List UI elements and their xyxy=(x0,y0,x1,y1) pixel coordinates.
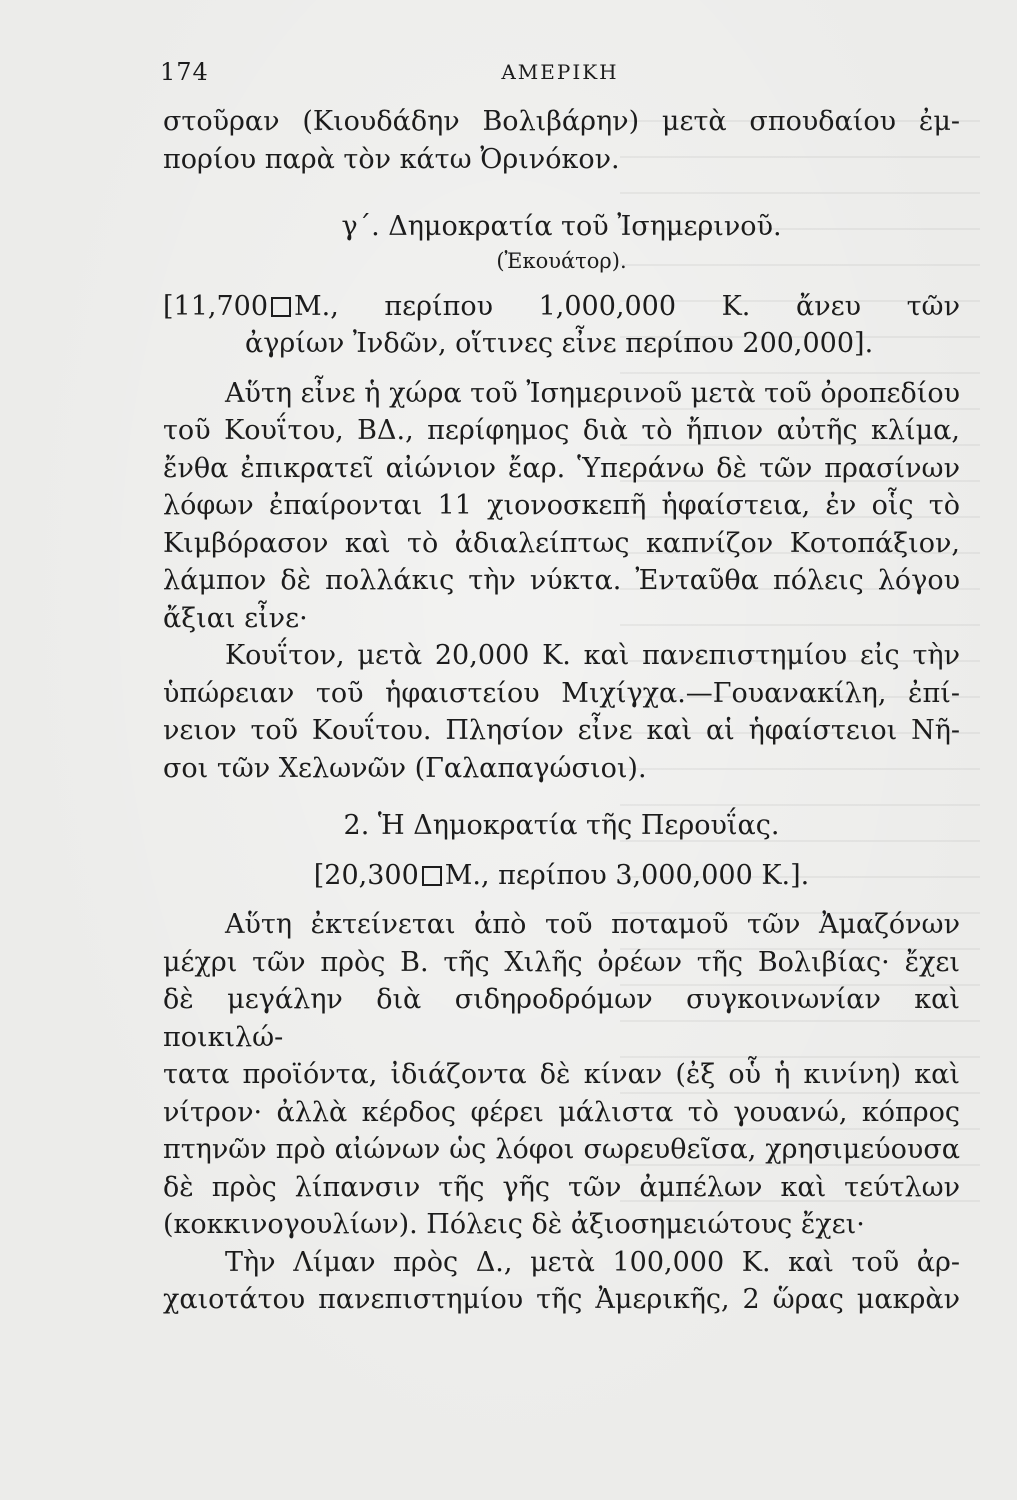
text-line: λόφων ἐπαίρονται 11 χιονοσκεπῆ ἡφαίστεια, ἐν οἷς τὸ xyxy=(163,490,960,521)
stats-line xyxy=(163,288,960,326)
text-line: δὲ μεγάλην διὰ σιδηροδρόμων συγκοινωνίαν καὶ ποικιλώ- xyxy=(163,984,960,1053)
stats-population: Μ., περίπου 1,000,000 Κ. ἄνευ τῶν xyxy=(294,290,960,322)
text-line: τατα προϊόντα, ἰδιάζοντα δὲ κίναν (ἐξ οὗ ἡ κινίνη) καὶ xyxy=(163,1059,960,1090)
stats-line: ἀγρίων Ἰνδῶν, οἵτινες εἶνε περίπου 200,000]. xyxy=(245,328,874,359)
paragraph-ecuador-description xyxy=(163,375,960,638)
page-number: 174 xyxy=(160,58,209,86)
continuation-paragraph xyxy=(163,103,960,178)
stats-area: [20,300 xyxy=(313,859,419,891)
text-line: λάμπον δὲ πολλάκις τὴν νύκτα. Ἐνταῦθα πόλεις λόγου xyxy=(163,565,960,596)
stats-area: [11,700 xyxy=(163,290,269,322)
text-line: στοῦραν (Κιουδάδην Βολιβάρην) μετὰ σπουδαίου ἐμ- xyxy=(163,106,960,137)
text-line: πορίου παρὰ τὸν κάτω Ὀρινόκον. xyxy=(163,143,620,175)
text-line: (κοκκινογουλίων). Πόλεις δὲ ἀξιοσημειώτους ἔχει· xyxy=(163,1209,865,1240)
text-line: χαιοτάτου πανεπιστημίου τῆς Ἀμερικῆς, 2 ὥρας μακρὰν xyxy=(163,1284,960,1315)
paragraph-ecuador-cities xyxy=(163,637,960,787)
text-line: δὲ πρὸς λίπανσιν τῆς γῆς τῶν ἀμπέλων καὶ τεύτλων xyxy=(163,1171,960,1203)
text-line: νίτρον· ἀλλὰ κέρδος φέρει μάλιστα τὸ γουανώ, κόπρος xyxy=(163,1096,960,1128)
running-head: ΑΜΕΡΙΚΗ xyxy=(501,60,619,84)
text-line: πτηνῶν πρὸ αἰώνων ὡς λόφοι σωρευθεῖσα, χρησιμεύουσα xyxy=(163,1134,960,1165)
text-line: ὑπώρειαν τοῦ ἡφαιστείου Μιχίγχα.—Γουανακίλη, ἐπί- xyxy=(163,677,960,709)
text-line: Κουΐτον, μετὰ 20,000 Κ. καὶ πανεπιστημίου εἰς τὴν xyxy=(225,640,960,671)
square-miles-symbol xyxy=(422,866,442,886)
text-line: μέχρι τῶν πρὸς Β. τῆς Χιλῆς ὀρέων τῆς Βολιβίας· ἔχει xyxy=(163,946,960,978)
body-text xyxy=(163,103,960,1319)
text-line: Αὕτη εἶνε ἡ χώρα τοῦ Ἰσημερινοῦ μετὰ τοῦ ὀροπεδίου xyxy=(225,377,960,409)
text-line: σοι τῶν Χελωνῶν (Γαλαπαγώσιοι). xyxy=(163,752,647,784)
text-line: ἄξιαι εἶνε· xyxy=(163,602,308,634)
section-heading-peru: 2. Ἡ Δημοκρατία τῆς Περουΐας. xyxy=(343,810,780,841)
square-miles-symbol xyxy=(271,297,291,317)
text-line: Αὕτη ἐκτείνεται ἀπὸ τοῦ ποταμοῦ τῶν Ἀμαζόνων xyxy=(225,909,960,940)
text-line: Τὴν Λίμαν πρὸς Δ., μετὰ 100,000 Κ. καὶ τοῦ ἀρ- xyxy=(225,1246,960,1278)
text-line: ἔνθα ἐπικρατεῖ αἰώνιον ἔαρ. Ὑπεράνω δὲ τῶν πρασίνων xyxy=(163,452,960,484)
stats-population: Μ., περίπου 3,000,000 Κ.]. xyxy=(444,859,810,891)
section-subheading-ecuador: (Ἐκουάτορ). xyxy=(496,248,627,273)
text-line: τοῦ Κουΐτου, ΒΔ., περίφημος διὰ τὸ ἤπιον αὐτῆς κλίμα, xyxy=(163,415,960,446)
stats-peru xyxy=(163,857,960,895)
page-header xyxy=(160,58,960,98)
section-heading-ecuador: γ΄. Δημοκρατία τοῦ Ἰσημερινοῦ. xyxy=(341,211,782,242)
text-line: Κιμβόρασον καὶ τὸ ἀδιαλείπτως καπνίζον Κοτοπάξιον, xyxy=(163,527,960,559)
text-line: νειον τοῦ Κουΐτου. Πλησίον εἶνε καὶ αἱ ἡφαίστειοι Νῆ- xyxy=(163,715,960,746)
stats-ecuador xyxy=(163,288,960,363)
paragraph-peru-cities xyxy=(163,1244,960,1319)
paragraph-peru-description xyxy=(163,906,960,1244)
